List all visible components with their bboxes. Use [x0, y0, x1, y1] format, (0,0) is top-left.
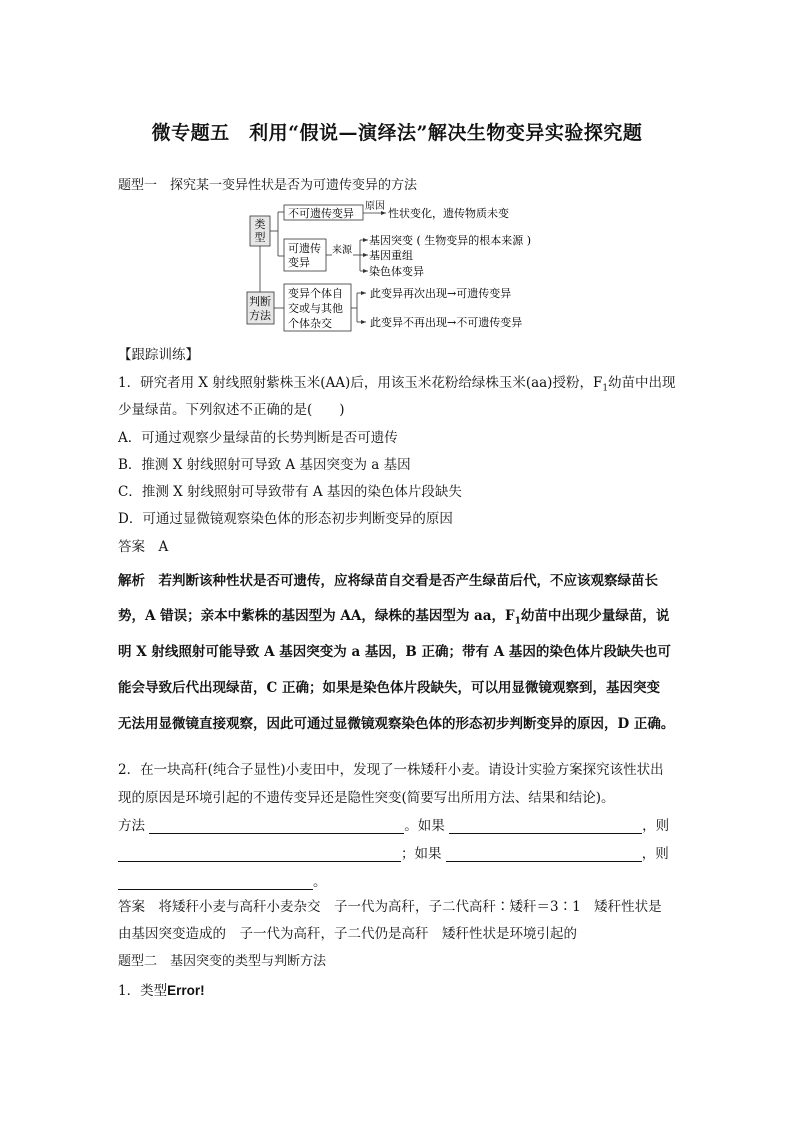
heritable-text-2: 变异 — [288, 256, 310, 269]
section-heading-2: 题型二 基因突变的类型与判断方法 — [118, 954, 327, 969]
reason-label: 原因 — [365, 201, 385, 212]
q2-answer-line-2: 由基因突变造成的 子一代为高秆，子二代仍是高秆 矮秆性状是环境引起的 — [118, 926, 577, 942]
q2-fill-line-1: 方法 。如果 ，则 — [118, 818, 670, 834]
source-label: 来源 — [332, 245, 352, 256]
non-heritable-result: 性状变化，遗传物质未变 — [388, 207, 509, 220]
q1-stem-line-2: 少量绿苗。下列叙述不正确的是( ) — [118, 402, 345, 418]
source-2: 基因重组 — [369, 249, 413, 262]
q2-fill-line-3: 。 — [118, 870, 327, 890]
q2-answer-line-1: 答案 将矮秆小麦与高秆小麦杂交 子一代为高秆，子二代高秆∶矮秆＝3∶1 矮秆性状是 — [118, 899, 662, 915]
then-blank-2[interactable] — [118, 875, 313, 890]
if-blank-2[interactable] — [446, 847, 642, 862]
q1-option-a: A．可通过观察少量绿苗的长势判断是否可遗传 — [118, 430, 398, 446]
training-heading: 【跟踪训练】 — [118, 347, 199, 363]
method-text-2: 交或与其他 — [288, 302, 343, 315]
type-box-text-1: 类 — [254, 218, 266, 231]
q1-answer: 答案 A — [118, 539, 169, 555]
method-blank[interactable] — [149, 819, 404, 834]
then-blank-1[interactable] — [118, 847, 401, 862]
q1-explain-line-2: 势，A 错误；亲本中紫株的基因型为 AA，绿株的基因型为 aa，$F_1$幼苗中出现少量绿苗，说 — [118, 608, 670, 627]
judge-text-2: 方法 — [249, 309, 271, 322]
method-text-1: 变异个体自 — [288, 287, 343, 300]
if-blank-1[interactable] — [449, 819, 642, 834]
heritable-text-1: 可遗传 — [288, 242, 321, 255]
q2-stem-line-2: 现的原因是环境引起的不遗传变异还是隐性突变(简要写出所用方法、结果和结论)。 — [118, 790, 615, 806]
type-box-text-2: 型 — [254, 231, 266, 244]
q1-explain-line-5: 无法用显微镜直接观察，因此可通过显微镜观察染色体的形态初步判断变异的原因，D 正确。 — [118, 716, 675, 732]
non-heritable-text: 不可遗传变异 — [288, 207, 354, 220]
section2-item-1: 1．类型Error! — [118, 983, 205, 999]
q1-stem-line-1: 1．研究者用 X 射线照射紫株玉米(AA)后，用该玉米花粉给绿株玉米(aa)授粉，$F_1$幼苗中出现 — [118, 375, 676, 394]
q1-option-d: D．可通过显微镜观察染色体的形态初步判断变异的原因 — [118, 511, 453, 527]
q1-option-c: C．推测 X 射线照射可导致带有 A 基因的染色体片段缺失 — [118, 484, 462, 500]
outcome-1: 此变异再次出现→可遗传变异 — [370, 287, 512, 300]
variation-diagram — [240, 196, 580, 336]
judge-text-1: 判断 — [249, 295, 271, 308]
section-heading-1: 题型一 探究某一变异性状是否为可遗传变异的方法 — [118, 178, 418, 193]
source-1: 基因突变 ( 生物变异的根本来源 ) — [369, 234, 532, 247]
outcome-2: 此变异不再出现→不可遗传变异 — [370, 316, 523, 329]
q2-stem-line-1: 2．在一块高秆(纯合子显性)小麦田中，发现了一株矮秆小麦。请设计实验方案探究该性状出 — [118, 762, 664, 778]
q1-explain-line-1: 解析 若判断该种性状是否可遗传，应将绿苗自交看是否产生绿苗后代，不应该观察绿苗长 — [118, 573, 658, 589]
q1-option-b: B．推测 X 射线照射可导致 A 基因突变为 a 基因 — [118, 457, 411, 473]
q1-explain-line-4: 能会导致后代出现绿苗，C 正确；如果是染色体片段缺失，可以用显微镜观察到，基因突变 — [118, 680, 660, 696]
q2-fill-line-2: ；如果 ，则 — [118, 842, 669, 862]
method-text-3: 个体杂交 — [288, 317, 332, 330]
q1-explain-line-3: 明 X 射线照射可能导致 A 基因突变为 a 基因，B 正确；带有 A 基因的染色体片段缺失也可 — [118, 644, 671, 660]
page-title: 微专题五 利用“假说—演绎法”解决生物变异实验探究题 — [151, 122, 643, 144]
source-3: 染色体变异 — [369, 265, 424, 278]
